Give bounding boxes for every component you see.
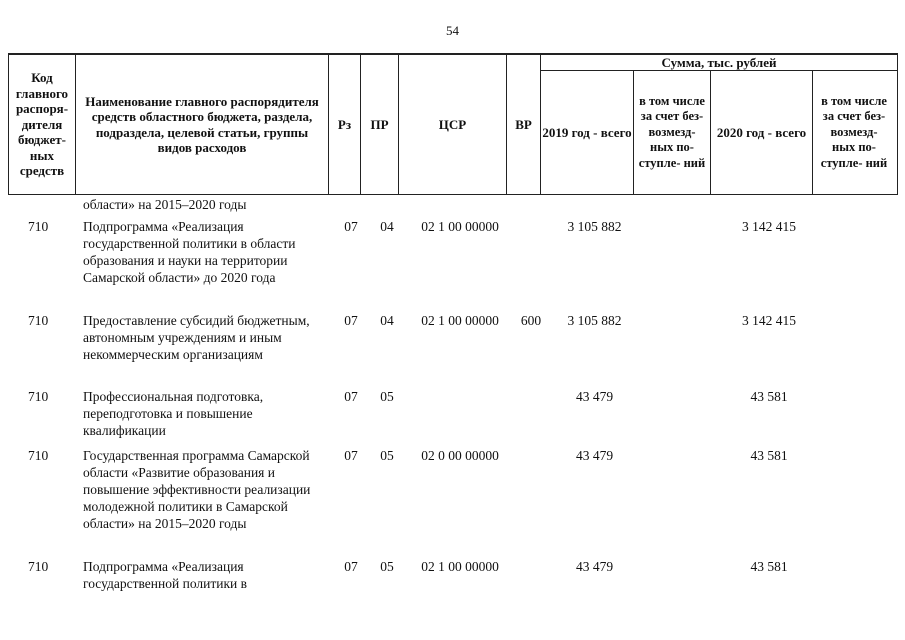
header-vr: ВР — [515, 116, 532, 132]
header-rz: Рз — [337, 116, 352, 132]
header-divider — [812, 70, 813, 195]
row-csr: 02 1 00 00000 — [421, 219, 499, 234]
row-rz: 07 — [344, 559, 358, 574]
row-sum-2019: 43 479 — [575, 559, 614, 574]
header-csr: ЦСР — [438, 116, 467, 132]
header-pr: ПР — [370, 116, 389, 132]
row-code: 710 — [28, 313, 49, 328]
row-pr: 05 — [380, 559, 394, 574]
row-name: Подпрограмма «Реализация государственной политики в — [83, 559, 248, 591]
row-pr: 04 — [380, 313, 394, 328]
row-code: 710 — [28, 389, 49, 404]
row-sum-2020: 3 142 415 — [742, 313, 796, 328]
row-sum-2020: 43 581 — [750, 448, 788, 463]
row-pr: 05 — [380, 448, 394, 463]
row-rz: 07 — [344, 448, 358, 463]
header-divider — [75, 53, 76, 195]
row-code: 710 — [28, 559, 49, 574]
header-bottom-rule — [8, 194, 898, 195]
row-name: Подпрограмма «Реализация государственной политики в области образования и науки на территории Самарской области» до 2020 года — [83, 219, 296, 285]
header-name: Наименование главного распорядителя средств областного бюджета, раздела, подраздела, целевой статьи, группы видов расходов — [85, 93, 319, 155]
row-name: Предоставление субсидий бюджетным, автономным учреждениям и иным некоммерческим организациям — [83, 313, 310, 362]
row-name: Государственная программа Самарской области «Развитие образования и повышение эффективности реализации молодежной политики в Самарской области» на 2015–2020 годы — [83, 448, 311, 531]
header-sum-group: Сумма, тыс. рублей — [661, 54, 777, 70]
row-sum-2019: 3 105 882 — [567, 219, 622, 234]
row-sum-2020: 43 581 — [750, 559, 788, 574]
header-2020-free: в том числе за счет без- возмезд- ных по- ступле- ний — [820, 93, 888, 170]
row-rz: 07 — [344, 313, 358, 328]
row-csr: 02 1 00 00000 — [421, 559, 499, 574]
row-sum-2019: 43 479 — [575, 389, 614, 404]
row-name: Профессиональная подготовка, переподготовка и повышение квалификации — [83, 389, 264, 438]
row-rz: 07 — [344, 219, 358, 234]
header-2020-total: 2020 год - всего — [716, 124, 807, 140]
row-csr: 02 0 00 00000 — [421, 448, 499, 463]
row-name: области» на 2015–2020 годы — [83, 197, 247, 212]
page-number: 54 — [446, 23, 459, 38]
row-csr: 02 1 00 00000 — [421, 313, 499, 328]
table-header — [8, 53, 898, 195]
row-pr: 05 — [380, 389, 394, 404]
row-code: 710 — [28, 219, 49, 234]
header-2019-free: в том числе за счет без- возмезд- ных по- ступле- ний — [638, 93, 706, 170]
header-code: Код главного распоря- дителя бюджет- ных средств — [15, 70, 69, 179]
header-divider — [633, 70, 634, 195]
row-sum-2020: 3 142 415 — [742, 219, 796, 234]
row-vr: 600 — [520, 313, 542, 328]
row-sum-2020: 43 581 — [750, 389, 788, 404]
header-2019-total: 2019 год - всего — [542, 124, 632, 140]
row-pr: 04 — [380, 219, 394, 234]
row-sum-2019: 3 105 882 — [567, 313, 622, 328]
row-sum-2019: 43 479 — [575, 448, 614, 463]
row-code: 710 — [28, 448, 49, 463]
header-divider — [897, 53, 898, 195]
row-rz: 07 — [344, 389, 358, 404]
